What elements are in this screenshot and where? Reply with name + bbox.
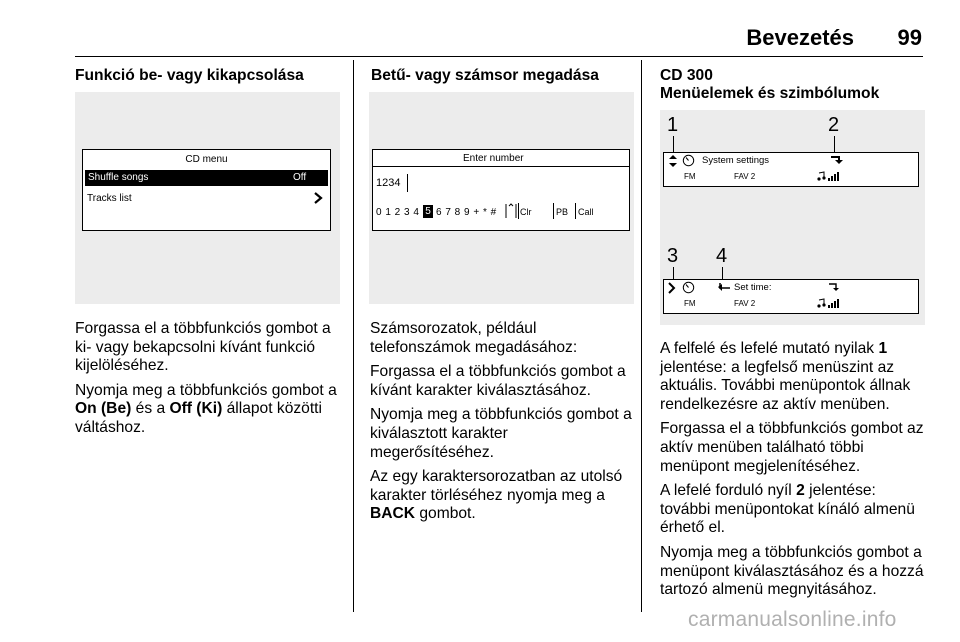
chevron-right-icon	[313, 192, 323, 204]
paragraph: A lefelé forduló nyíl 2 jelentése: további menüpontokat kínáló almenü érhető el.	[660, 482, 915, 537]
callout-number: 3	[667, 245, 679, 267]
paragraph: Nyomja meg a többfunkciós gombot a On (Be) és a Off (Ki) állapot közötti váltáshoz.	[75, 381, 337, 436]
header-rule	[75, 56, 923, 57]
col2-heading: Betű- vagy számsor megadása	[371, 67, 599, 84]
music-signal-icon	[816, 298, 842, 309]
submenu-arrow-icon	[830, 155, 844, 165]
callout-line	[722, 267, 723, 279]
divider	[575, 203, 576, 219]
screen-title: Enter number	[463, 153, 524, 164]
band-label: FM	[684, 299, 696, 308]
watermark: carmanualsonline.info	[688, 608, 897, 631]
callout-line	[673, 267, 674, 279]
page-number: 99	[897, 25, 922, 50]
callout-line	[673, 136, 674, 152]
down-return-arrow-icon	[718, 283, 732, 293]
cursor-move-icon	[505, 203, 517, 219]
cd-menu-figure	[75, 92, 340, 304]
row-value: Off	[293, 172, 307, 183]
paragraph: A felfelé és lefelé mutató nyilak 1 jelentése: a legfelső menüszint az aktuális. További menüpontok állnak rendelkezésre az aktív menüben.	[660, 340, 911, 413]
section-title: Bevezetés	[746, 25, 854, 50]
menu-symbols-figure	[660, 110, 925, 325]
system-settings-screen	[663, 152, 919, 187]
callout-number: 4	[716, 245, 728, 267]
clock-icon	[682, 154, 695, 167]
paragraph: Forgassa el a többfunkciós gombot az aktív menüben található többi menüpont megjelenítéséhez.	[660, 420, 924, 475]
col3-body	[660, 340, 928, 606]
digit-selected: 5	[423, 205, 433, 218]
clock-icon	[682, 281, 695, 294]
col2-body	[370, 320, 635, 530]
row-label: Shuffle songs	[88, 172, 149, 183]
paragraph: Nyomja meg a többfunkciós gombot a menüpont kiválasztásához és a hozzá tartozó almenü megnyitásához.	[660, 543, 924, 599]
paragraph: Nyomja meg a többfunkciós gombot a kiválasztott karakter megerősítéséhez.	[370, 406, 632, 461]
column-divider-2	[641, 60, 642, 612]
selected-row	[85, 170, 328, 186]
favourite-label: FAV 2	[734, 172, 756, 181]
callout-number: 1	[667, 114, 679, 136]
row-label: Tracks list	[87, 193, 132, 204]
band-label: FM	[684, 172, 696, 181]
col1-body	[75, 320, 345, 444]
favourite-label: FAV 2	[734, 299, 756, 308]
screen-divider	[373, 166, 629, 167]
pb-button: PB	[556, 207, 569, 217]
paragraph: Számsorozatok, például telefonszámok megadásához:	[370, 320, 578, 356]
paragraph: Forgassa el a többfunkciós gombot a ki- vagy bekapcsolni kívánt funkció kijelöléséhez.	[75, 320, 331, 375]
divider	[518, 203, 519, 219]
menu-title: Set time:	[734, 282, 772, 293]
up-down-arrows-icon	[668, 155, 678, 167]
callout-line	[834, 136, 835, 152]
screen-title: CD menu	[185, 154, 228, 165]
col3-heading2: Menüelemek és szimbólumok	[660, 85, 880, 102]
callout-number: 2	[828, 114, 840, 136]
clr-button: Clr	[520, 207, 532, 217]
enter-number-figure	[369, 92, 634, 304]
col1-heading: Funkció be- vagy kikapcsolása	[75, 67, 304, 84]
submenu-arrow-icon	[828, 282, 840, 292]
column-divider-1	[353, 60, 354, 612]
set-time-screen	[663, 279, 919, 314]
col3-heading1: CD 300	[660, 67, 713, 84]
menu-title: System settings	[702, 155, 770, 166]
enter-number-screen	[372, 149, 630, 231]
divider	[553, 203, 554, 219]
chevron-right-icon	[668, 282, 676, 294]
music-signal-icon	[816, 171, 842, 182]
cd-menu-screen	[82, 149, 331, 231]
paragraph: Forgassa el a többfunkciós gombot a kívánt karakter kiválasztásához.	[370, 363, 626, 399]
entry-text: 1234	[376, 177, 401, 189]
call-button: Call	[578, 207, 594, 217]
paragraph: Az egy karaktersorozatban az utolsó karakter törléséhez nyomja meg a BACK gombot.	[370, 468, 623, 523]
digits-after: 6 7 8 9 + * #	[436, 207, 497, 218]
digits-before: 0 1 2 3 4	[376, 207, 420, 218]
text-cursor	[407, 174, 408, 192]
